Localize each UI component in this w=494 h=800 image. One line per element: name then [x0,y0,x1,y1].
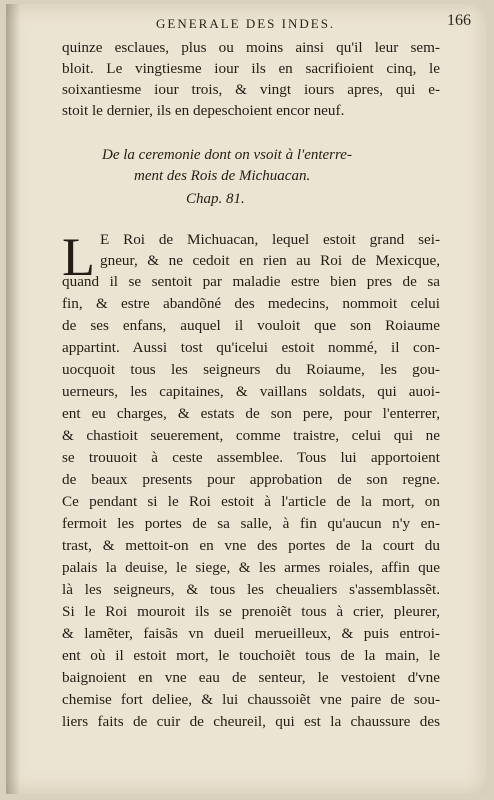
body-line-23: liers faits de cuir de cheureil, qui est la chaussure des [62,713,440,730]
page-gutter-shadow [6,4,20,794]
drop-capital: L [62,227,95,287]
page-number: 166 [447,12,471,29]
body-line-13: Ce pendant si le Roi estoit à l'article de la mort, on [62,493,440,510]
body-line-6: appartint. Aussi tost qu'icelui estoit nommé, il con- [62,339,440,356]
body-line-21: baignoient en vne eau de senteur, le vestoient d'vne [62,669,440,686]
top-paragraph-line-4: stoit le dernier, ils en depeschoient encor neuf. [62,102,345,119]
body-line-22: chemise fort deliee, & lui chaussoiẽt vne paire de sou- [62,691,440,708]
running-head: GENERALE DES INDES. [156,16,336,31]
body-line-16: palais la deuise, le siege, & les armes roiales, affin que [62,559,440,576]
body-line-2: gneur, & ne cedoit en rien au Roi de Mexicque, [100,252,440,269]
body-line-15: trast, & mettoit-on en vne des portes de la court du [62,537,440,554]
body-line-19: & lamẽter, faisãs vn dueil merueilleux, & puis entroi- [62,625,440,642]
body-line-18: Si le Roi mouroit ils se prenoiẽt tous à crier, pleurer, [62,603,440,620]
body-line-5: de ses enfans, auquel il vouloit que son Roiaume [62,317,440,334]
body-line-4: fin, & estre abandõné des medecins, nommoit celui [62,295,440,312]
body-line-9: ent eu charges, & estats de son pere, pour l'enterrer, [62,405,440,422]
body-line-8: uerneurs, les capitaines, & vaillans soldats, qui auoi- [62,383,440,400]
chapter-title-line-1: De la ceremonie dont on vsoit à l'enterre- [102,147,352,163]
body-line-1: E Roi de Michuacan, lequel estoit grand sei- [100,231,440,248]
top-paragraph-line-2: bloit. Le vingtiesme iour ils en sacrifioient cinq, le [62,60,440,77]
body-line-11: se trouuoit à ceste assemblee. Tous lui apportoient [62,449,440,466]
body-line-17: là les seigneurs, & tous les cheualiers s'assemblassẽt. [62,581,440,598]
book-page [6,4,486,794]
body-line-20: ent où il estoit mort, le touchoiẽt tous de la main, le [62,647,440,664]
body-line-12: de beaux presents pour approbation de son regne. [62,471,440,488]
body-line-10: & chastioit seuerement, comme traistre, celui qui ne [62,427,440,444]
top-paragraph-line-3: soixantiesme iour trois, & vingt iours apres, qui e- [62,81,440,98]
chapter-title-line-2: ment des Rois de Michuacan. [134,168,311,184]
body-line-7: uocquoit tous les seigneurs du Roiaume, les gou- [62,361,440,378]
top-paragraph-line-1: quinze esclaues, plus ou moins ainsi qu'il leur sem- [62,39,440,56]
body-line-3: quand il se sentoit par maladie estre bien pres de sa [62,273,440,290]
body-line-14: fermoit les portes de sa salle, à fin qu'aucun n'y en- [62,515,440,532]
chapter-number: Chap. 81. [186,191,245,207]
